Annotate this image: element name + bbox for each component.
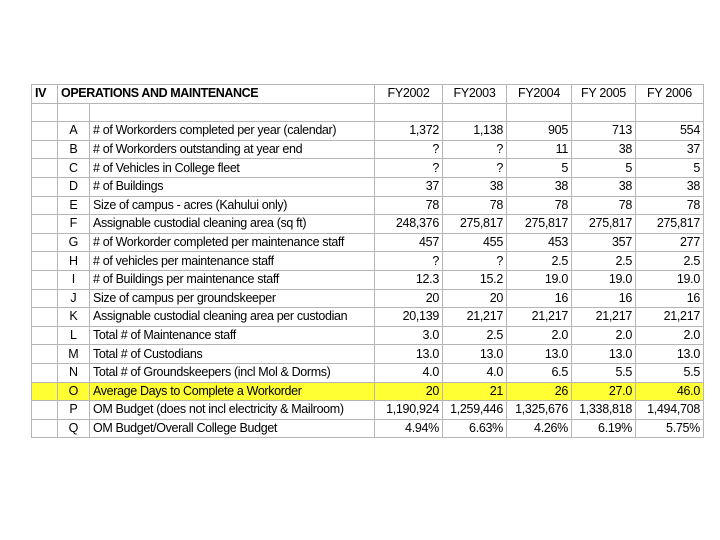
table-row xyxy=(32,196,704,215)
value-cell: 13.0 xyxy=(507,345,572,364)
row-code: L xyxy=(58,326,90,345)
empty-cell xyxy=(58,103,90,122)
empty-cell xyxy=(32,252,58,271)
value-cell: 1,138 xyxy=(443,122,507,141)
value-cell: 19.0 xyxy=(636,270,704,289)
table-row xyxy=(32,363,704,382)
row-code: E xyxy=(58,196,90,215)
value-cell: 21,217 xyxy=(507,308,572,327)
value-cell: 4.26% xyxy=(507,419,572,438)
value-cell: 20,139 xyxy=(375,308,443,327)
row-description: Assignable custodial cleaning area (sq ft) xyxy=(90,215,375,234)
empty-cell xyxy=(443,103,507,122)
value-cell: 11 xyxy=(507,140,572,159)
table-row xyxy=(32,289,704,308)
value-cell: 905 xyxy=(507,122,572,141)
value-cell: 38 xyxy=(443,177,507,196)
row-code: M xyxy=(58,345,90,364)
row-code: H xyxy=(58,252,90,271)
row-description: OM Budget/Overall College Budget xyxy=(90,419,375,438)
row-description: # of Buildings xyxy=(90,177,375,196)
value-cell: 554 xyxy=(636,122,704,141)
row-description: # of Workorders outstanding at year end xyxy=(90,140,375,159)
table-row xyxy=(32,270,704,289)
value-cell: 21,217 xyxy=(443,308,507,327)
value-cell: 2.5 xyxy=(572,252,636,271)
table-row xyxy=(32,122,704,141)
empty-cell xyxy=(507,103,572,122)
value-cell: 277 xyxy=(636,233,704,252)
table-row xyxy=(32,326,704,345)
table-row xyxy=(32,308,704,327)
value-cell: 2.5 xyxy=(507,252,572,271)
value-cell: 6.63% xyxy=(443,419,507,438)
row-code: B xyxy=(58,140,90,159)
value-cell: 1,494,708 xyxy=(636,401,704,420)
value-cell: 20 xyxy=(375,382,443,401)
value-cell: ? xyxy=(443,140,507,159)
value-cell: 2.0 xyxy=(636,326,704,345)
table-row xyxy=(32,382,704,401)
value-cell: 248,376 xyxy=(375,215,443,234)
value-cell: 16 xyxy=(636,289,704,308)
empty-cell xyxy=(32,140,58,159)
value-cell: 5.75% xyxy=(636,419,704,438)
section-title: OPERATIONS AND MAINTENANCE xyxy=(58,85,375,104)
value-cell: 275,817 xyxy=(636,215,704,234)
row-description: Total # of Maintenance staff xyxy=(90,326,375,345)
row-description: Size of campus per groundskeeper xyxy=(90,289,375,308)
row-code: A xyxy=(58,122,90,141)
value-cell: 713 xyxy=(572,122,636,141)
row-code: F xyxy=(58,215,90,234)
year-header: FY2003 xyxy=(443,85,507,104)
row-code: I xyxy=(58,270,90,289)
value-cell: 2.0 xyxy=(572,326,636,345)
value-cell: 78 xyxy=(636,196,704,215)
row-code: Q xyxy=(58,419,90,438)
value-cell: 2.5 xyxy=(636,252,704,271)
value-cell: 19.0 xyxy=(507,270,572,289)
row-code: J xyxy=(58,289,90,308)
value-cell: 2.0 xyxy=(507,326,572,345)
value-cell: 20 xyxy=(375,289,443,308)
value-cell: 457 xyxy=(375,233,443,252)
empty-cell xyxy=(375,103,443,122)
value-cell: 13.0 xyxy=(375,345,443,364)
value-cell: 5.5 xyxy=(572,363,636,382)
row-code: K xyxy=(58,308,90,327)
row-description: OM Budget (does not incl electricity & Mailroom) xyxy=(90,401,375,420)
header-row xyxy=(32,85,704,104)
empty-cell xyxy=(572,103,636,122)
value-cell: 27.0 xyxy=(572,382,636,401)
row-description: # of Buildings per maintenance staff xyxy=(90,270,375,289)
value-cell: 78 xyxy=(572,196,636,215)
section-code: IV xyxy=(32,85,58,104)
empty-cell xyxy=(32,270,58,289)
table-row xyxy=(32,177,704,196)
year-header: FY 2005 xyxy=(572,85,636,104)
value-cell: 46.0 xyxy=(636,382,704,401)
row-code: O xyxy=(58,382,90,401)
value-cell: 20 xyxy=(443,289,507,308)
value-cell: 4.94% xyxy=(375,419,443,438)
value-cell: ? xyxy=(375,159,443,178)
value-cell: 1,325,676 xyxy=(507,401,572,420)
value-cell: ? xyxy=(443,252,507,271)
value-cell: 38 xyxy=(507,177,572,196)
value-cell: 6.19% xyxy=(572,419,636,438)
blank-row xyxy=(32,103,704,122)
value-cell: 275,817 xyxy=(443,215,507,234)
table-row xyxy=(32,233,704,252)
value-cell: 1,190,924 xyxy=(375,401,443,420)
row-description: Assignable custodial cleaning area per custodian xyxy=(90,308,375,327)
value-cell: 37 xyxy=(636,140,704,159)
value-cell: 12.3 xyxy=(375,270,443,289)
value-cell: 5.5 xyxy=(636,363,704,382)
value-cell: 275,817 xyxy=(507,215,572,234)
value-cell: ? xyxy=(375,252,443,271)
empty-cell xyxy=(32,159,58,178)
value-cell: 21 xyxy=(443,382,507,401)
value-cell: 15.2 xyxy=(443,270,507,289)
value-cell: 5 xyxy=(572,159,636,178)
row-description: Total # of Groundskeepers (incl Mol & Dorms) xyxy=(90,363,375,382)
row-description: # of Vehicles in College fleet xyxy=(90,159,375,178)
value-cell: 455 xyxy=(443,233,507,252)
empty-cell xyxy=(32,326,58,345)
value-cell: 13.0 xyxy=(636,345,704,364)
year-header: FY2002 xyxy=(375,85,443,104)
value-cell: 16 xyxy=(507,289,572,308)
row-code: C xyxy=(58,159,90,178)
value-cell: 78 xyxy=(507,196,572,215)
value-cell: 21,217 xyxy=(636,308,704,327)
value-cell: 3.0 xyxy=(375,326,443,345)
empty-cell xyxy=(32,345,58,364)
value-cell: 5 xyxy=(636,159,704,178)
value-cell: 275,817 xyxy=(572,215,636,234)
row-code: P xyxy=(58,401,90,420)
row-description: Size of campus - acres (Kahului only) xyxy=(90,196,375,215)
value-cell: 78 xyxy=(375,196,443,215)
empty-cell xyxy=(90,103,375,122)
value-cell: 2.5 xyxy=(443,326,507,345)
operations-maintenance-table xyxy=(31,84,704,438)
empty-cell xyxy=(32,233,58,252)
row-code: G xyxy=(58,233,90,252)
value-cell: ? xyxy=(443,159,507,178)
value-cell: 4.0 xyxy=(375,363,443,382)
empty-cell xyxy=(32,363,58,382)
empty-cell xyxy=(32,196,58,215)
empty-cell xyxy=(32,308,58,327)
value-cell: 453 xyxy=(507,233,572,252)
empty-cell xyxy=(32,103,58,122)
value-cell: 13.0 xyxy=(443,345,507,364)
row-description: Average Days to Complete a Workorder xyxy=(90,382,375,401)
table-row xyxy=(32,345,704,364)
empty-cell xyxy=(32,382,58,401)
value-cell: 4.0 xyxy=(443,363,507,382)
empty-cell xyxy=(32,122,58,141)
row-description: Total # of Custodians xyxy=(90,345,375,364)
value-cell: 78 xyxy=(443,196,507,215)
empty-cell xyxy=(32,401,58,420)
value-cell: ? xyxy=(375,140,443,159)
value-cell: 1,259,446 xyxy=(443,401,507,420)
table-row xyxy=(32,252,704,271)
value-cell: 1,372 xyxy=(375,122,443,141)
table-row xyxy=(32,401,704,420)
value-cell: 5 xyxy=(507,159,572,178)
row-code: N xyxy=(58,363,90,382)
value-cell: 38 xyxy=(636,177,704,196)
value-cell: 1,338,818 xyxy=(572,401,636,420)
value-cell: 357 xyxy=(572,233,636,252)
value-cell: 16 xyxy=(572,289,636,308)
empty-cell xyxy=(32,215,58,234)
empty-cell xyxy=(32,289,58,308)
value-cell: 6.5 xyxy=(507,363,572,382)
table-row xyxy=(32,159,704,178)
value-cell: 21,217 xyxy=(572,308,636,327)
value-cell: 26 xyxy=(507,382,572,401)
row-description: # of Workorder completed per maintenance staff xyxy=(90,233,375,252)
row-description: # of Workorders completed per year (calendar) xyxy=(90,122,375,141)
value-cell: 19.0 xyxy=(572,270,636,289)
value-cell: 13.0 xyxy=(572,345,636,364)
table-row xyxy=(32,215,704,234)
empty-cell xyxy=(32,419,58,438)
row-code: D xyxy=(58,177,90,196)
empty-cell xyxy=(32,177,58,196)
table-row xyxy=(32,419,704,438)
value-cell: 37 xyxy=(375,177,443,196)
value-cell: 38 xyxy=(572,177,636,196)
row-description: # of vehicles per maintenance staff xyxy=(90,252,375,271)
empty-cell xyxy=(636,103,704,122)
year-header: FY2004 xyxy=(507,85,572,104)
value-cell: 38 xyxy=(572,140,636,159)
table-row xyxy=(32,140,704,159)
year-header: FY 2006 xyxy=(636,85,704,104)
